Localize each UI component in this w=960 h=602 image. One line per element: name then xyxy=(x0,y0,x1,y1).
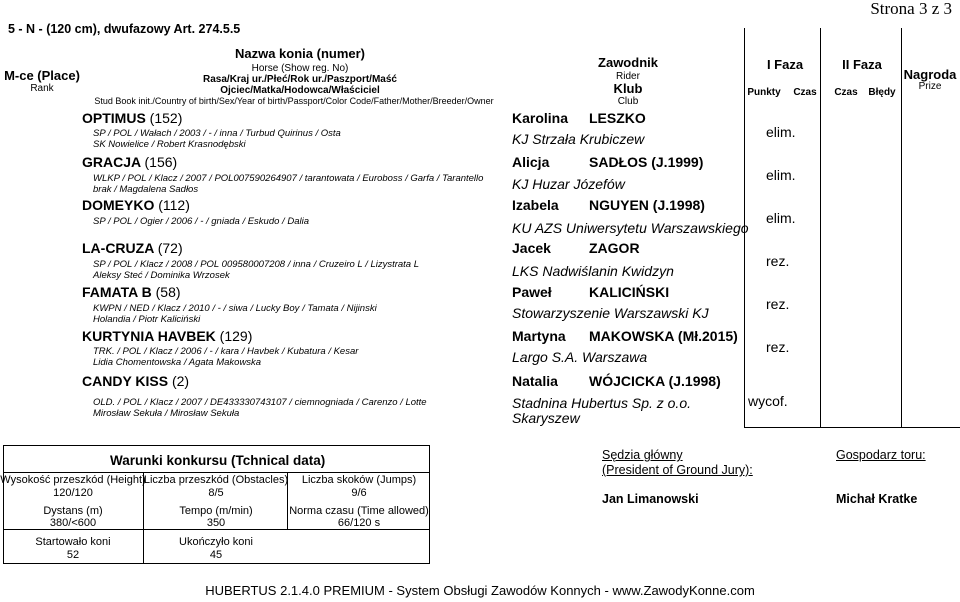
club-name: Stowarzyszenie Warszawski KJ xyxy=(512,305,709,321)
horse-name: GRACJA (156) xyxy=(82,154,178,170)
rider-first-name: Paweł xyxy=(512,284,552,300)
conditions-title: Warunki konkursu (Tchnical data) xyxy=(110,453,326,468)
header-place: M-ce (Place) xyxy=(4,68,80,83)
finished-label: Ukończyło koni xyxy=(179,536,253,548)
horse-owner: Aleksy Steć / Dominika Wrzosek xyxy=(93,270,230,281)
conditions-divider xyxy=(3,472,430,473)
club-name: KU AZS Uniwersytetu Warszawskiego xyxy=(512,220,749,236)
competition-title: 5 - N - (120 cm), dwufazowy Art. 274.5.5 xyxy=(8,22,241,36)
result: rez. xyxy=(766,296,790,312)
header-time1: Czas xyxy=(793,87,817,98)
rider-first-name: Karolina xyxy=(512,110,569,126)
header-horse-sub1: Horse (Show reg. No) xyxy=(251,63,349,74)
tempo-value: 350 xyxy=(206,517,226,529)
club-name: Stadnina Hubertus Sp. z o.o. xyxy=(512,395,691,411)
column-divider xyxy=(820,28,821,427)
rider-last-name: MAKOWSKA (Mł.2015) xyxy=(589,328,738,344)
rider-last-name: ZAGOR xyxy=(589,240,640,256)
header-club: Klub xyxy=(613,81,643,96)
column-divider xyxy=(901,28,902,427)
judge-title-en: (President of Ground Jury): xyxy=(602,463,753,477)
header-time2: Czas xyxy=(834,87,858,98)
horse-name: OPTIMUS (152) xyxy=(82,110,183,126)
horse-details: SP / POL / Ogier / 2006 / - / gniada / Eskudo / Dalia xyxy=(93,216,309,227)
header-points: Punkty xyxy=(747,87,781,98)
horse-details: OLD. / POL / Klacz / 2007 / DE433330743107 / ciemnogniada / Carenzo / Lotte xyxy=(93,397,427,408)
rider-last-name: KALICIŃSKI xyxy=(589,284,670,300)
result: wycof. xyxy=(748,393,788,409)
tempo-label: Tempo (m/min) xyxy=(179,505,253,517)
obstacles-label: Liczba przeszkód (Obstacles) xyxy=(143,474,289,486)
started-value: 52 xyxy=(66,549,80,561)
rider-last-name: SADŁOS (J.1999) xyxy=(589,154,704,170)
horse-details: SP / POL / Wałach / 2003 / - / inna / Turbud Quirinus / Osta xyxy=(93,128,341,139)
rider-first-name: Alicja xyxy=(512,154,550,170)
result: elim. xyxy=(766,210,796,226)
jumps-label: Liczba skoków (Jumps) xyxy=(301,474,417,486)
footer-text: HUBERTUS 2.1.4.0 PREMIUM - System Obsługi Zawodów Konnych - www.ZawodyKonne.com xyxy=(205,583,755,598)
horse-owner: Holandia / Piotr Kaliciński xyxy=(93,314,201,325)
height-value: 120/120 xyxy=(53,487,93,499)
horse-name: CANDY KISS (2) xyxy=(82,373,190,389)
rider-first-name: Izabela xyxy=(512,197,559,213)
header-horse-sub2: Rasa/Kraj ur./Płeć/Rok ur./Paszport/Maść xyxy=(203,74,397,85)
result: rez. xyxy=(766,253,790,269)
result: rez. xyxy=(766,339,790,355)
distance-value: 380/<600 xyxy=(49,517,97,529)
rider-last-name: WÓJCICKA (J.1998) xyxy=(589,373,721,389)
horse-name: DOMEYKO (112) xyxy=(82,197,190,213)
club-name: KJ Huzar Józefów xyxy=(512,176,625,192)
host-name: Michał Kratke xyxy=(836,492,918,506)
rider-first-name: Jacek xyxy=(512,240,551,256)
horse-details: WLKP / POL / Klacz / 2007 / POL007590264907 / tarantowata / Euroboss / Garfa / Tarantello xyxy=(93,173,484,184)
result: elim. xyxy=(766,124,796,140)
horse-name: KURTYNIA HAVBEK (129) xyxy=(82,328,253,344)
finished-value: 45 xyxy=(209,549,223,561)
host-title: Gospodarz toru: xyxy=(836,448,926,462)
horse-name: FAMATA B (58) xyxy=(82,284,181,300)
rider-last-name: LESZKO xyxy=(589,110,646,126)
club-name: KJ Strzała Krubiczew xyxy=(512,131,645,147)
height-label: Wysokość przeszkód (Height) xyxy=(0,474,146,486)
rider-first-name: Natalia xyxy=(512,373,558,389)
club-name-line2: Skaryszew xyxy=(512,410,580,426)
rider-first-name: Martyna xyxy=(512,328,566,344)
header-rider-sub: Rider xyxy=(616,71,640,82)
judge-title: Sędzia główny xyxy=(602,448,683,462)
horse-details: TRK. / POL / Klacz / 2006 / - / kara / Havbek / Kubatura / Kesar xyxy=(93,346,359,357)
table-bottom-line xyxy=(744,427,960,428)
time-allowed-value: 66/120 s xyxy=(337,517,381,529)
judge-name: Jan Limanowski xyxy=(602,492,699,506)
header-club-sub: Club xyxy=(617,96,639,107)
club-name: Largo S.A. Warszawa xyxy=(512,349,648,365)
horse-details: KWPN / NED / Klacz / 2010 / - / siwa / Lucky Boy / Tamata / Nijinski xyxy=(93,303,377,314)
horse-owner: Lidia Chomentowska / Agata Makowska xyxy=(93,357,262,368)
obstacles-value: 8/5 xyxy=(208,487,224,499)
started-label: Startowało koni xyxy=(35,536,111,548)
header-horse: Nazwa konia (numer) xyxy=(234,46,366,61)
horse-details: SP / POL / Klacz / 2008 / POL 009580007208 / inna / Cruzeiro L / Lizystrata L xyxy=(93,259,420,270)
horse-owner: Mirosław Sekuła / Mirosław Sekuła xyxy=(93,408,240,419)
rider-last-name: NGUYEN (J.1998) xyxy=(589,197,705,213)
distance-label: Dystans (m) xyxy=(43,505,103,517)
horse-name: LA-CRUZA (72) xyxy=(82,240,183,256)
header-horse-sub4: Stud Book init./Country of birth/Sex/Year of birth/Passport/Color Code/Father/Mother/Breeder/Owner xyxy=(94,96,494,106)
page-number: Strona 3 z 3 xyxy=(870,0,952,18)
result: elim. xyxy=(766,167,796,183)
horse-owner: brak / Magdalena Sadłos xyxy=(93,184,199,195)
header-phase2: II Faza xyxy=(842,57,882,72)
club-name: LKS Nadwiślanin Kwidzyn xyxy=(512,263,674,279)
time-allowed-label: Norma czasu (Time allowed) xyxy=(289,505,429,517)
header-place-sub: Rank xyxy=(30,83,54,94)
header-rider: Zawodnik xyxy=(598,55,658,70)
header-prize-sub: Prize xyxy=(918,81,942,92)
jumps-value: 9/6 xyxy=(351,487,367,499)
header-horse-sub3: Ojciec/Matka/Hodowca/Właściciel xyxy=(220,85,380,96)
header-faults: Błędy xyxy=(868,87,896,98)
conditions-divider xyxy=(3,529,430,530)
header-prize: Nagroda xyxy=(903,67,957,82)
horse-owner: SK Nowielice / Robert Krasnodębski xyxy=(93,139,246,150)
header-phase1: I Faza xyxy=(766,57,804,72)
